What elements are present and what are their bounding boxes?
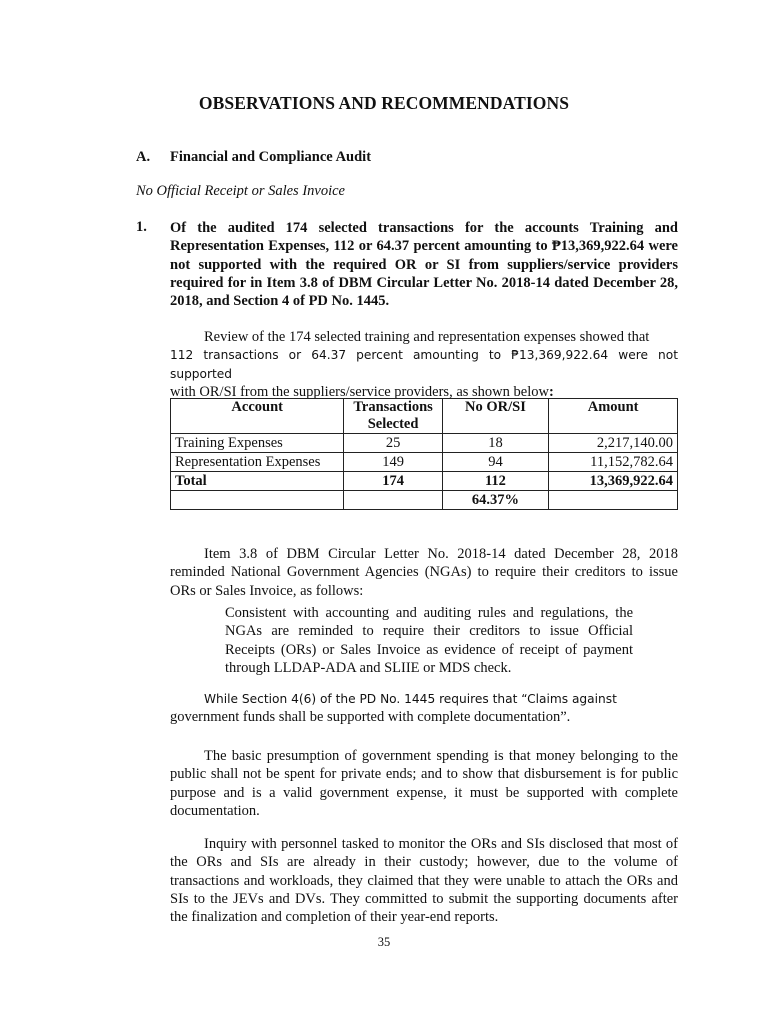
table-row xyxy=(171,434,678,453)
section-heading xyxy=(136,149,371,166)
header-transactions: Transactions Selected xyxy=(344,399,442,434)
header-no-or-si: No OR/SI xyxy=(442,399,548,434)
header-account: Account xyxy=(171,399,344,434)
review-line-2: 112 transactions or 64.37 percent amounting to ₱13,369,922.64 were not supported xyxy=(170,348,678,381)
cell-no-or-si: 94 xyxy=(442,453,548,472)
presumption-paragraph: The basic presumption of government spending is that money belonging to the public shall not be spent for private ends; and to show that disbursement is for public purpose and is a valid government expense, it must be supported with complete documentation. xyxy=(170,748,678,819)
review-line-1: Review of the 174 selected training and representation expenses showed that xyxy=(204,329,650,345)
cell-account: Training Expenses xyxy=(171,434,344,453)
section46-line-2 xyxy=(170,708,678,726)
subheading: No Official Receipt or Sales Invoice xyxy=(136,183,345,199)
section46-line-1: While Section 4(6) of the PD No. 1445 requires that “Claims against xyxy=(204,692,617,706)
review-line-3-text: with OR/SI from the suppliers/service providers, as shown below xyxy=(170,383,549,400)
review-paragraph xyxy=(170,328,678,401)
total-amount: 13,369,922.64 xyxy=(549,472,678,491)
section-label: Financial and Compliance Audit xyxy=(170,149,372,165)
table-row xyxy=(171,453,678,472)
quoted-circular: Consistent with accounting and auditing rules and regulations, the NGAs are reminded to require their creditors to issue Official Receipts (ORs) or Sales Invoice as evidence of receipt of payment through LLDAP-ADA and SLIIE or MDS check. xyxy=(225,605,633,676)
page-number: 35 xyxy=(377,935,391,949)
inquiry-paragraph: Inquiry with personnel tasked to monitor the ORs and SIs disclosed that most of the ORs and SIs are already in their custody; however, due to the volume of transactions and workloads, they claimed that they were unable to attach the ORs and SIs to the JEVs and DVs. They committed to submit the supporting documents after the finalization and completion of their year-end reports. xyxy=(170,836,678,926)
table-total-row xyxy=(171,472,678,491)
item38-paragraph: Item 3.8 of DBM Circular Letter No. 2018-14 dated December 28, 2018 reminded National Government Agencies (NGAs) to require their creditors to issue ORs or Sales Invoice, as follows: xyxy=(170,546,678,599)
total-transactions: 174 xyxy=(344,472,442,491)
total-label: Total xyxy=(171,472,344,491)
total-no-or-si: 112 xyxy=(442,472,548,491)
section-letter: A. xyxy=(136,149,151,165)
cell-account: Representation Expenses xyxy=(171,453,344,472)
section46-line-2-text: government funds shall be supported with complete documentation”. xyxy=(170,709,571,726)
page-title: OBSERVATIONS AND RECOMMENDATIONS xyxy=(198,93,570,113)
cell-transactions: 25 xyxy=(344,434,442,453)
section46-paragraph xyxy=(170,690,678,727)
finding-text: Of the audited 174 selected transactions for the accounts Training and Representation Expenses, 112 or 64.37 percent amounting to ₱13,369,922.64 were not supported with the required OR or SI from suppliers/service providers required for in Item 3.8 of DBM Circular Letter No. 2018-14 dated December 28, 2018, and Section 4 of PD No. 1445. xyxy=(170,220,678,310)
percent-empty-2 xyxy=(344,491,442,510)
percent-value: 64.37% xyxy=(442,491,548,510)
table-header-row xyxy=(171,399,678,434)
cell-no-or-si: 18 xyxy=(442,434,548,453)
cell-amount: 11,152,782.64 xyxy=(549,453,678,472)
cell-amount: 2,217,140.00 xyxy=(549,434,678,453)
cell-transactions: 149 xyxy=(344,453,442,472)
expenses-table xyxy=(170,398,678,510)
review-colon: : xyxy=(548,383,554,400)
percent-empty-1 xyxy=(171,491,344,510)
table-percent-row xyxy=(171,491,678,510)
percent-empty-3 xyxy=(549,491,678,510)
header-amount: Amount xyxy=(549,399,678,434)
finding-number: 1. xyxy=(136,219,147,235)
